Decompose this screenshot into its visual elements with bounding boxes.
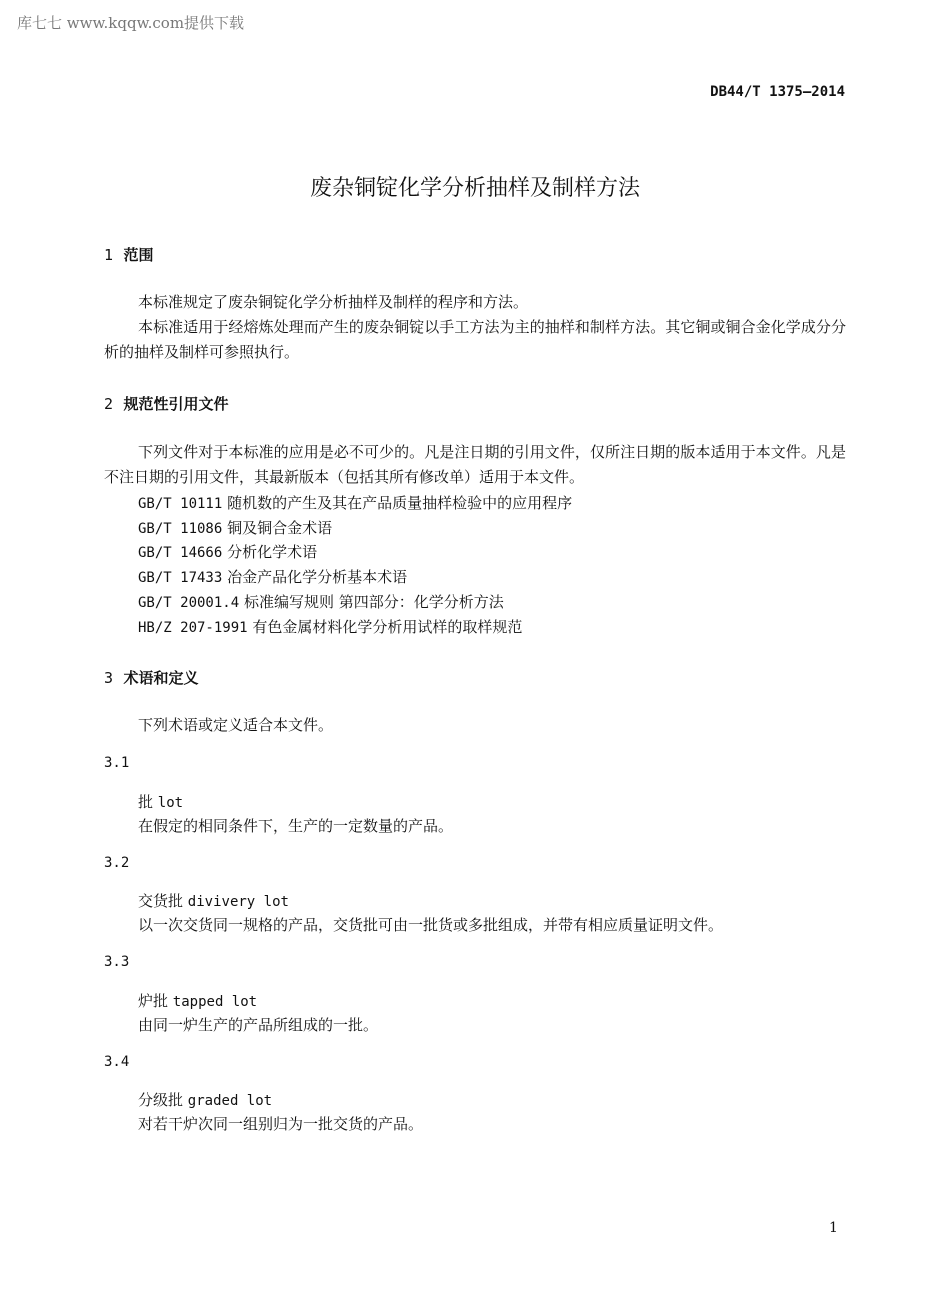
section-2-heading [104, 393, 229, 414]
term-chinese: 交货批 [138, 892, 184, 910]
term-english: lot [157, 795, 184, 811]
reference-title: 冶金产品化学分析基本术语 [227, 568, 408, 586]
reference-code: GB/T 11086 [138, 521, 223, 537]
reference-item [138, 591, 504, 612]
reference-item [138, 517, 332, 538]
term-definition: 由同一炉生产的产品所组成的一批。 [138, 1016, 379, 1034]
section-title: 规范性引用文件 [123, 395, 229, 413]
subclause-number: 3.3 [104, 954, 130, 970]
term-entry [138, 890, 289, 911]
term-entry [138, 990, 257, 1011]
term-definition: 以一次交货同一规格的产品，交货批可由一批货或多批组成，并带有相应质量证明文件。 [138, 916, 724, 934]
reference-item [138, 566, 407, 587]
reference-title: 分析化学术语 [227, 543, 318, 561]
document-code: DB44/T 1375—2014 [710, 84, 845, 100]
term-definition: 在假定的相同条件下，生产的一定数量的产品。 [138, 817, 454, 835]
reference-title: 随机数的产生及其在产品质量抽样检验中的应用程序 [227, 494, 573, 512]
term-chinese: 炉批 [138, 992, 169, 1010]
section-1-heading [104, 244, 154, 265]
section-number: 2 [104, 395, 114, 413]
term-chinese: 批 [138, 793, 154, 811]
reference-code: GB/T 10111 [138, 496, 223, 512]
term-english: tapped lot [172, 994, 258, 1010]
reference-code: GB/T 17433 [138, 570, 223, 586]
reference-code: HB/Z 207-1991 [138, 620, 248, 636]
paragraph: 下列术语或定义适合本文件。 [138, 716, 334, 734]
document-title: 废杂铜锭化学分析抽样及制样方法 [309, 176, 640, 201]
term-entry [138, 1089, 272, 1110]
section-title: 范围 [123, 246, 154, 264]
watermark: 库七七 www.kqqw.com提供下载 [17, 14, 245, 32]
subclause-number: 3.1 [104, 755, 130, 771]
section-title: 术语和定义 [123, 669, 199, 687]
reference-title: 铜及铜合金术语 [227, 519, 333, 537]
page-number: 1 [829, 1220, 838, 1236]
subclause-number: 3.2 [104, 855, 130, 871]
reference-item [138, 541, 317, 562]
term-entry [138, 791, 183, 812]
term-definition: 对若干炉次同一组别归为一批交货的产品。 [138, 1115, 424, 1133]
reference-item [138, 492, 572, 513]
reference-title: 有色金属材料化学分析用试样的取样规范 [252, 618, 523, 636]
term-english: graded lot [187, 1093, 273, 1109]
paragraph: 下列文件对于本标准的应用是必不可少的。凡是注日期的引用文件，仅所注日期的版本适用于本文件。凡是不注日期的引用文件，其最新版本（包括其所有修改单）适用于本文件。 [104, 443, 846, 486]
term-english: divivery lot [187, 894, 289, 910]
reference-item [138, 616, 522, 637]
reference-code: GB/T 20001.4 [138, 595, 240, 611]
section-number: 3 [104, 669, 114, 687]
paragraph: 本标准适用于经熔炼处理而产生的废杂铜锭以手工方法为主的抽样和制样方法。其它铜或铜合金化学成分分析的抽样及制样可参照执行。 [104, 318, 846, 361]
section-number: 1 [104, 246, 114, 264]
term-chinese: 分级批 [138, 1091, 184, 1109]
reference-title: 标准编写规则 第四部分：化学分析方法 [243, 593, 504, 611]
reference-code: GB/T 14666 [138, 545, 223, 561]
paragraph: 本标准规定了废杂铜锭化学分析抽样及制样的程序和方法。 [138, 293, 529, 311]
section-3-heading [104, 667, 199, 688]
subclause-number: 3.4 [104, 1054, 130, 1070]
